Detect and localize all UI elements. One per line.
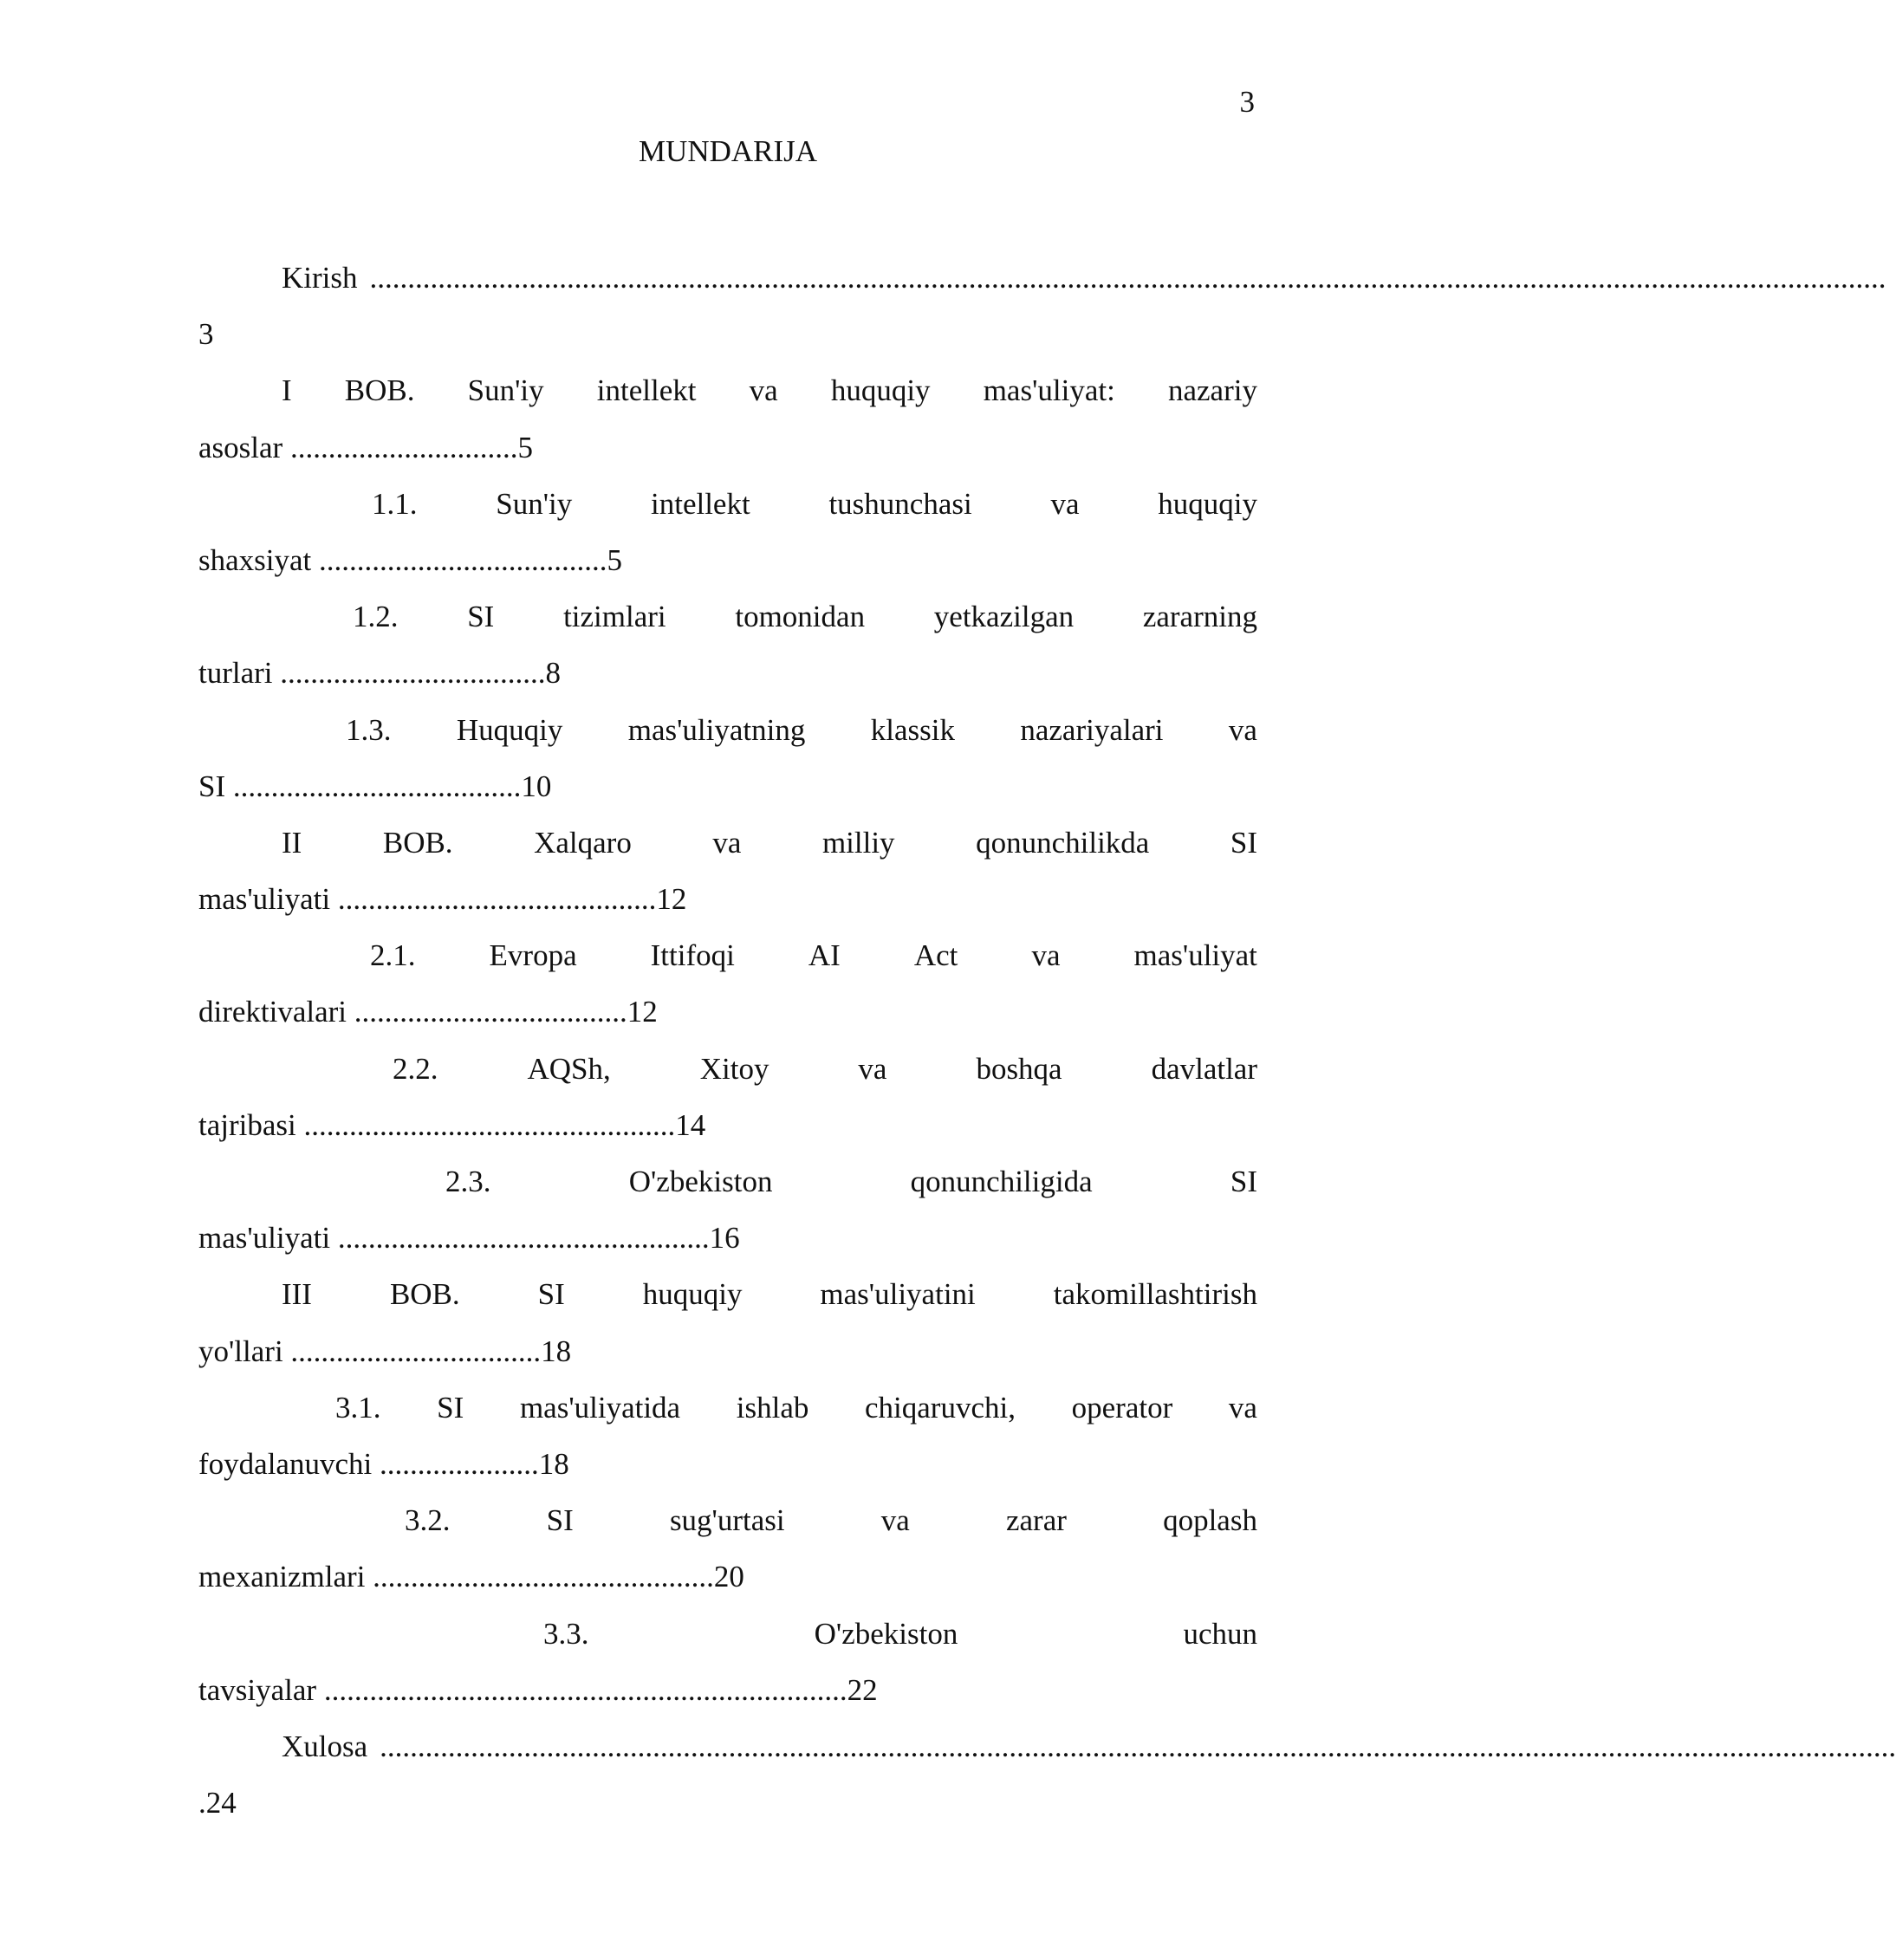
toc-entry-line xyxy=(198,702,1257,758)
toc-page-number: 18 xyxy=(538,1446,569,1481)
toc-entry-word: qonunchilikda xyxy=(976,825,1150,860)
toc-entry-word: 3.1. xyxy=(335,1390,381,1425)
toc-entry-word: zararning xyxy=(1142,600,1257,634)
toc-entry-line xyxy=(198,815,1257,871)
toc-leader-dots: ................................... xyxy=(280,656,546,691)
toc-entry-word: Sun'iy xyxy=(467,373,544,408)
toc-entry-word: huquqiy xyxy=(1158,486,1257,521)
toc-page-number: 8 xyxy=(545,656,562,691)
toc-entry-word: SI xyxy=(537,1277,565,1312)
toc-entry-word: va xyxy=(880,1503,910,1538)
toc-entry-word: Ittifoqi xyxy=(650,938,735,973)
toc-entry-word: yetkazilgan xyxy=(933,600,1075,634)
toc-page-number: .24 xyxy=(198,1786,237,1820)
toc-entry-tail: foydalanuvchi xyxy=(198,1446,380,1481)
toc-entry-word: O'zbekiston xyxy=(814,1616,958,1651)
toc-entry-word: qoplash xyxy=(1163,1503,1257,1538)
toc-entry-word: intellekt xyxy=(596,373,697,408)
toc-entry-continuation xyxy=(198,1662,1257,1718)
page-title: MUNDARIJA xyxy=(638,134,818,168)
toc-entry-continuation xyxy=(198,1210,1257,1266)
toc-entry-word: tizimlari xyxy=(563,600,666,634)
toc-entry-word: Evropa xyxy=(489,938,577,973)
toc-page-number: 16 xyxy=(709,1221,740,1256)
toc-leader-dots: ........................................................................................................................................................................................................ xyxy=(369,261,1886,295)
toc-leader-dots: ..................... xyxy=(379,1446,539,1481)
toc-entry-word: 2.3. xyxy=(445,1165,491,1198)
toc-entry-word: va xyxy=(1228,1390,1257,1425)
toc-entry-word: mas'uliyat: xyxy=(983,373,1115,408)
toc-entry-word: mas'uliyatning xyxy=(627,712,806,747)
toc-leader-dots: ...................................... xyxy=(232,769,522,803)
toc-entry-word: 1.3. xyxy=(346,712,392,747)
toc-entry-word: takomillashtirish xyxy=(1053,1277,1257,1312)
toc-entry-word: tomonidan xyxy=(735,600,866,634)
toc-entry-word: uchun xyxy=(1183,1616,1257,1651)
toc-entry-continuation xyxy=(198,758,1257,815)
toc-page-number: 5 xyxy=(607,542,623,577)
toc-entry-word: BOB. xyxy=(382,825,453,860)
toc-page-number: 12 xyxy=(656,882,687,917)
toc-entry-line xyxy=(198,1379,1257,1436)
toc-entry-word: huquqiy xyxy=(830,373,931,408)
toc-entry-word: davlatlar xyxy=(1151,1051,1257,1086)
toc-leader-dots: ............................................. xyxy=(373,1560,714,1594)
toc-entry-tail: mexanizmlari xyxy=(198,1560,373,1594)
toc-entry-word: 1.2. xyxy=(353,600,399,634)
toc-entry-tail: SI xyxy=(198,769,233,803)
toc-entry-continuation xyxy=(198,871,1257,927)
toc-page-number: 12 xyxy=(627,995,658,1029)
toc-leader-dots: ................................................. xyxy=(337,1221,710,1256)
toc-entry-word: milliy xyxy=(821,825,895,860)
toc-entry-tail: mas'uliyati xyxy=(198,1221,338,1256)
toc-entry-word: BOB. xyxy=(389,1277,460,1312)
toc-leader-dots: .............................. xyxy=(289,430,518,464)
toc-entry-title: Kirish xyxy=(282,261,358,295)
toc-page-number: 20 xyxy=(713,1560,744,1594)
toc-entry-line xyxy=(198,927,1257,983)
toc-entry-tail: turlari xyxy=(198,656,281,691)
toc-entry-word: 3.2. xyxy=(405,1503,451,1538)
toc-entry-word: Xitoy xyxy=(699,1051,769,1086)
toc-entry-line xyxy=(198,250,1886,306)
toc-entry-line xyxy=(198,476,1257,532)
toc-entry-word: intellekt xyxy=(651,486,750,521)
toc-leader-dots: ........................................................................................................................................................................................................ xyxy=(380,1729,1896,1763)
toc-entry-line xyxy=(198,1153,1257,1210)
toc-entry-line xyxy=(198,1041,1257,1097)
toc-entry-word: va xyxy=(1050,486,1080,521)
toc-entry-line xyxy=(198,1492,1257,1548)
toc-entry-word: zarar xyxy=(1005,1503,1067,1538)
toc-entry-word: III xyxy=(282,1277,312,1312)
toc-page-number: 5 xyxy=(517,430,533,464)
toc-entry-word: sug'urtasi xyxy=(669,1503,785,1538)
toc-entry-word: Xalqaro xyxy=(534,825,632,860)
toc-page-number: 14 xyxy=(675,1107,706,1142)
toc-entry-word: BOB. xyxy=(344,373,415,408)
toc-entry-word: ishlab xyxy=(736,1390,809,1425)
toc-entry-word: 2.2. xyxy=(393,1051,438,1086)
toc-entry-continuation xyxy=(198,1548,1257,1605)
toc-entry-title: Xulosa xyxy=(282,1729,368,1763)
toc-entry-word: O'zbekiston xyxy=(628,1165,773,1198)
toc-entry-word: va xyxy=(1031,938,1061,973)
toc-entry-continuation xyxy=(198,983,1257,1040)
toc-entry-word: Act xyxy=(913,938,958,973)
toc-entry-word: 2.1. xyxy=(370,938,416,973)
toc-entry-word: AQSh, xyxy=(527,1051,611,1086)
toc-entry-word: huquqiy xyxy=(642,1277,743,1312)
toc-entry-line xyxy=(198,588,1257,645)
toc-entry-continuation xyxy=(198,1436,1257,1492)
toc-entry-word: va xyxy=(749,373,778,408)
toc-entry-continuation xyxy=(198,532,1257,588)
table-of-contents xyxy=(198,250,1896,1831)
toc-entry-word: SI xyxy=(467,600,495,634)
toc-entry-word: va xyxy=(1228,712,1257,747)
toc-entry-word: 1.1. xyxy=(372,486,418,521)
page-number: 3 xyxy=(1239,85,1255,119)
toc-entry-word: SI xyxy=(1230,825,1257,860)
toc-entry-word: tushunchasi xyxy=(828,486,972,521)
toc-page-number: 18 xyxy=(541,1334,572,1368)
toc-entry-word: va xyxy=(858,1051,887,1086)
toc-entry-tail: direktivalari xyxy=(198,995,354,1029)
toc-entry-word: 3.3. xyxy=(543,1616,589,1651)
toc-entry-word: mas'uliyatini xyxy=(820,1277,976,1312)
toc-leader-dots: .................................... xyxy=(354,995,627,1029)
toc-entry-tail: asoslar xyxy=(198,430,290,464)
toc-page-number: 10 xyxy=(521,769,552,803)
toc-leader-dots: ...................................... xyxy=(319,542,607,577)
toc-entry-word: va xyxy=(712,825,742,860)
toc-entry-word: operator xyxy=(1071,1390,1173,1425)
toc-entry-tail: mas'uliyati xyxy=(198,882,338,917)
toc-entry-word: Sun'iy xyxy=(496,486,573,521)
toc-entry-line xyxy=(198,1606,1257,1662)
toc-leader-dots: .......................................... xyxy=(337,882,657,917)
toc-entry-word: AI xyxy=(808,938,841,973)
toc-entry-line xyxy=(198,362,1257,419)
toc-entry-line xyxy=(198,1266,1257,1322)
toc-entry-line xyxy=(198,1718,1896,1775)
toc-entry-word: nazariy xyxy=(1167,373,1257,408)
toc-entry-word: klassik xyxy=(870,712,955,747)
toc-entry-continuation xyxy=(198,645,1257,701)
toc-entry-tail: tavsiyalar xyxy=(198,1672,324,1707)
toc-entry-word: SI xyxy=(1230,1165,1257,1198)
toc-entry-word: boshqa xyxy=(976,1051,1062,1086)
toc-entry-continuation xyxy=(198,1097,1257,1153)
toc-entry-word: SI xyxy=(546,1503,574,1538)
toc-entry-word: chiqaruvchi, xyxy=(865,1390,1016,1425)
toc-entry-word: I xyxy=(282,373,292,408)
toc-leader-dots: ..................................................................... xyxy=(323,1672,847,1707)
toc-entry-word: mas'uliyatida xyxy=(519,1390,681,1425)
toc-page-number: 3 xyxy=(198,317,214,352)
toc-entry-word: qonunchiligida xyxy=(910,1165,1093,1198)
toc-entry-word: II xyxy=(282,825,302,860)
toc-entry-word: SI xyxy=(437,1390,464,1425)
toc-entry-tail: shaxsiyat xyxy=(198,542,320,577)
toc-entry-word: mas'uliyat xyxy=(1133,938,1257,973)
toc-entry-word: Huquqiy xyxy=(456,712,563,747)
toc-entry-tail: yo'llari xyxy=(198,1334,291,1368)
toc-entry-continuation xyxy=(198,419,1257,476)
toc-entry-tail: tajribasi xyxy=(198,1107,304,1142)
toc-leader-dots: ................................................. xyxy=(303,1107,676,1142)
toc-page-number: 22 xyxy=(847,1672,878,1707)
toc-entry-continuation xyxy=(198,1323,1257,1379)
toc-entry-word: nazariyalari xyxy=(1020,712,1164,747)
toc-leader-dots: ................................. xyxy=(290,1334,542,1368)
